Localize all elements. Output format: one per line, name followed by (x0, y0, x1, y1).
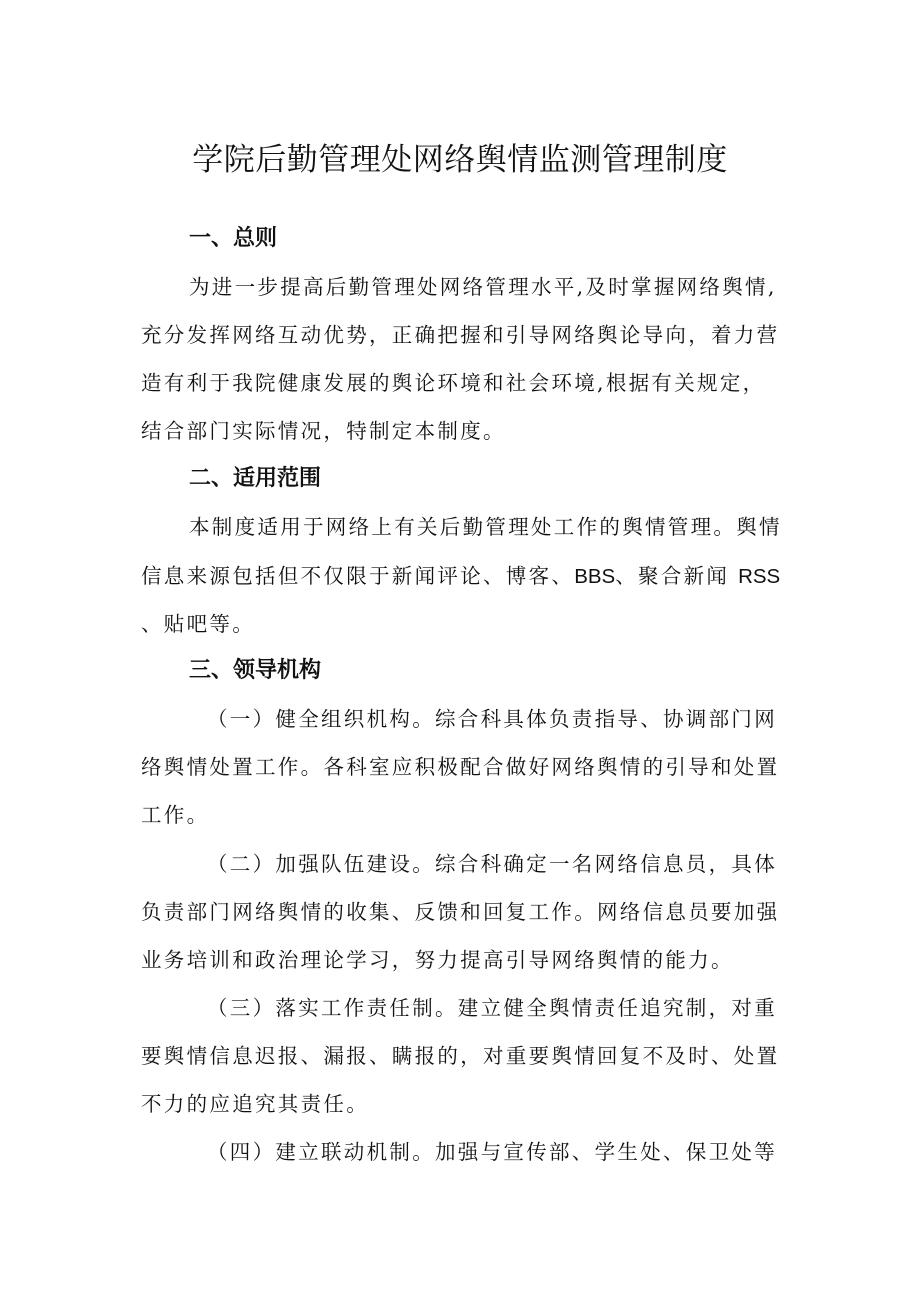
paragraph-line: （四）建立联动机制。加强与宣传部、学生处、保卫处等 (207, 1140, 777, 1164)
paragraph-line: 本制度适用于网络上有关后勤管理处工作的舆情管理。舆情 (189, 515, 782, 539)
section-heading-leadership: 三、领导机构 (189, 658, 322, 683)
paragraph-line: 业务培训和政治理论学习，努力提高引导网络舆情的能力。 (141, 948, 734, 972)
paragraph-line: 络舆情处置工作。各科室应积极配合做好网络舆情的引导和处置 (141, 755, 780, 779)
paragraph-line: （一）健全组织机构。综合科具体负责指导、协调部门网 (207, 707, 777, 731)
section-heading-scope: 二、适用范围 (189, 466, 322, 491)
paragraph-line: 造有利于我院健康发展的舆论环境和社会环境,根据有关规定， (141, 371, 766, 395)
paragraph-line: 充分发挥网络互动优势，正确把握和引导网络舆论导向，着力营 (141, 323, 780, 347)
paragraph-line: 负责部门网络舆情的收集、反馈和回复工作。网络信息员要加强 (141, 900, 780, 924)
paragraph-line: 信息来源包括但不仅限于新闻评论、博客、BBS、聚合新闻 RSS (141, 564, 781, 588)
latin-text: BBS (574, 565, 616, 588)
section-heading-general: 一、总则 (189, 226, 278, 251)
paragraph-line: （三）落实工作责任制。建立健全舆情责任追究制，对重 (207, 996, 777, 1020)
latin-text: RSS (738, 565, 781, 588)
paragraph-line: 为进一步提高后勤管理处网络管理水平,及时掌握网络舆情, (189, 275, 777, 299)
paragraph-line: 不力的应追究其责任。 (141, 1092, 369, 1116)
paragraph-line: 要舆情信息迟报、漏报、瞒报的，对重要舆情回复不及时、处置 (141, 1044, 780, 1068)
document-title: 学院后勤管理处网络舆情监测管理制度 (192, 142, 728, 178)
paragraph-line: 工作。 (141, 803, 210, 827)
paragraph-line: 结合部门实际情况，特制定本制度。 (141, 419, 506, 443)
paragraph-line: 、贴吧等。 (141, 612, 255, 636)
paragraph-line: （二）加强队伍建设。综合科确定一名网络信息员，具体 (207, 852, 777, 876)
